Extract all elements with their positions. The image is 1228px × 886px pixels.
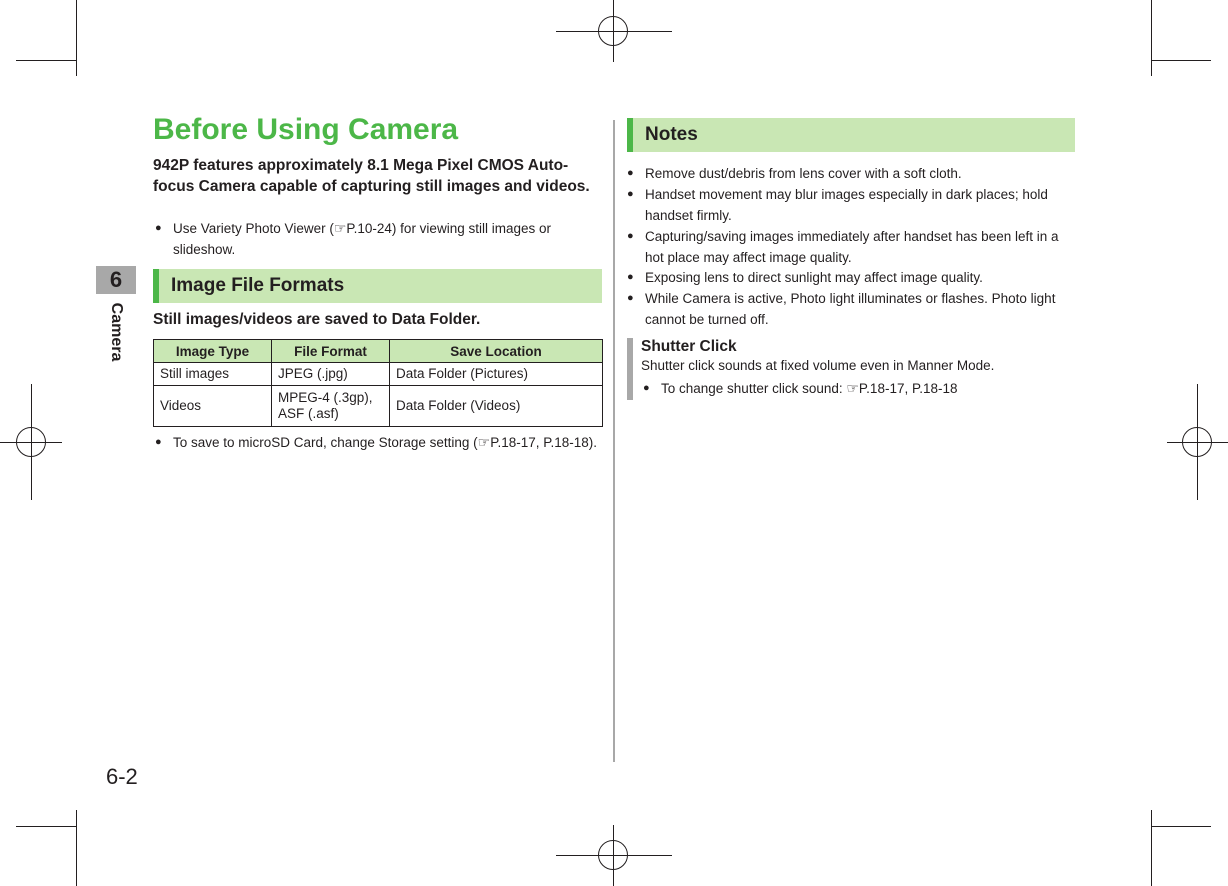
intro-text: 942P features approximately 8.1 Mega Pixel CMOS Auto-focus Camera capable of capturing still images and videos. — [153, 157, 590, 195]
page-number: 6-2 — [106, 764, 138, 789]
bullet-dot-icon: ● — [627, 271, 634, 283]
bullet-dot-icon: ● — [643, 382, 650, 394]
note-text: Capturing/saving images immediately after handset has been left in a hot place may affect image quality. — [645, 229, 1059, 265]
column-divider — [613, 120, 615, 762]
pointing-hand-icon: ☞ — [333, 220, 347, 236]
table-cell: JPEG (.jpg) — [272, 363, 390, 386]
shutter-click-title: Shutter Click — [641, 338, 737, 355]
section-header-notes — [627, 118, 1075, 152]
table-cell: MPEG-4 (.3gp), ASF (.asf) — [272, 386, 390, 427]
pointing-hand-icon: ☞ — [846, 380, 859, 396]
bullet-dot-icon: ● — [627, 188, 634, 200]
table-header-row — [154, 340, 603, 363]
list-item — [627, 184, 1067, 226]
section-header-image-file-formats — [153, 269, 602, 303]
table-row — [154, 386, 603, 427]
page-reference-link[interactable]: P.18-17, P.18-18). — [490, 435, 598, 450]
file-format-table — [153, 339, 603, 427]
note-text: While Camera is active, Photo light illuminates or flashes. Photo light cannot be turned off. — [645, 291, 1056, 327]
bullet-dot-icon: ● — [155, 436, 162, 448]
chapter-number: 6 — [96, 266, 136, 294]
list-item — [643, 378, 1073, 399]
bullet-text: To save to microSD Card, change Storage setting ( — [173, 435, 478, 450]
shutter-accent-bar — [627, 338, 633, 400]
table-cell: Videos — [154, 386, 272, 427]
bullet-dot-icon: ● — [627, 167, 634, 179]
table-header-cell: Image Type — [154, 340, 272, 363]
note-text: Remove dust/debris from lens cover with a soft cloth. — [645, 166, 962, 181]
shutter-click-text: Shutter click sounds at fixed volume even in Manner Mode. — [641, 358, 995, 373]
table-header-cell: Save Location — [390, 340, 603, 363]
list-item — [627, 226, 1067, 268]
page-reference-link[interactable]: P.18-17, P.18-18 — [858, 381, 958, 396]
bullet-dot-icon: ● — [627, 230, 634, 242]
note-text: Exposing lens to direct sunlight may affect image quality. — [645, 270, 983, 285]
list-item — [627, 267, 1067, 288]
table-header-cell: File Format — [272, 340, 390, 363]
list-item — [627, 163, 1067, 184]
section-title: Image File Formats — [171, 275, 345, 296]
pointing-hand-icon: ☞ — [477, 434, 491, 450]
page-title: Before Using Camera — [153, 113, 459, 146]
section-accent-bar — [153, 269, 159, 303]
section-subtitle: Still images/videos are saved to Data Folder. — [153, 311, 481, 328]
section-accent-bar — [627, 118, 633, 152]
note-text: Handset movement may blur images especially in dark places; hold handset firmly. — [645, 187, 1048, 223]
table-cell: Data Folder (Videos) — [390, 386, 603, 427]
page-reference-link[interactable]: P.10-24) for viewing still images or slideshow. — [173, 221, 551, 257]
table-row — [154, 363, 603, 386]
bullet-text: Use Variety Photo Viewer ( — [173, 221, 334, 236]
list-item — [627, 288, 1067, 330]
table-cell: Data Folder (Pictures) — [390, 363, 603, 386]
list-item — [155, 432, 605, 453]
chapter-label-container — [101, 297, 131, 367]
bullet-text: To change shutter click sound: — [661, 381, 847, 396]
section-title: Notes — [645, 124, 698, 145]
list-item — [155, 218, 600, 260]
chapter-label: Camera — [108, 302, 125, 362]
table-cell: Still images — [154, 363, 272, 386]
bullet-dot-icon: ● — [155, 222, 162, 234]
bullet-dot-icon: ● — [627, 292, 634, 304]
